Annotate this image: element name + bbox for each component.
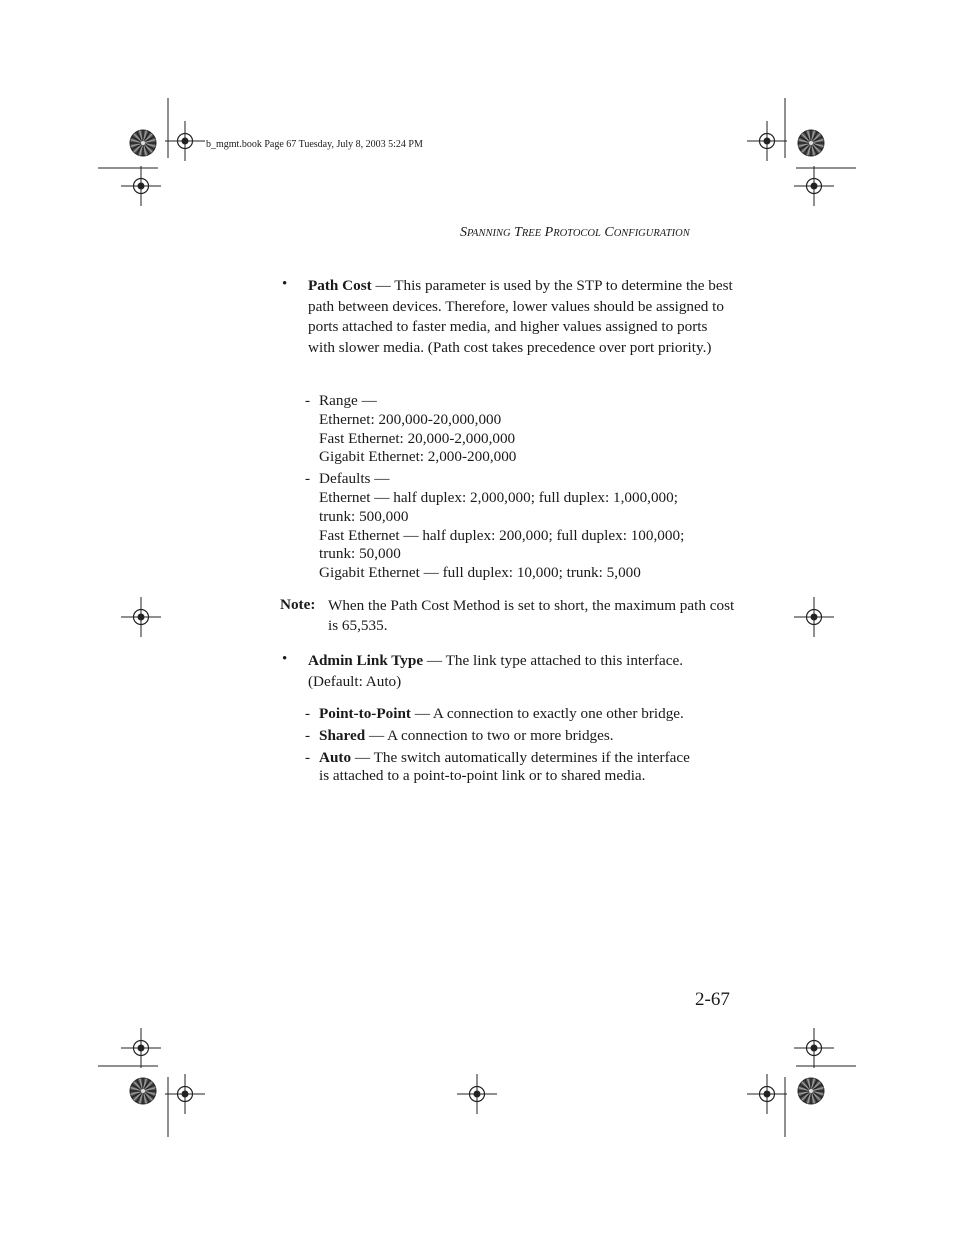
registration-mark [794,1028,834,1068]
note-text: When the Path Cost Method is set to short, the maximum path cost is 65,535. [328,597,735,634]
path-cost-description: — This parameter is used by the STP to determine the best path between devices. Therefore, lower values should be assigned to ports attached to faster media, and higher values assigned to ports with slower media. (Path cost takes precedence over port priority.) [308,277,733,356]
link-type-option: - Shared — A connection to two or more bridges. [305,726,614,744]
page-number: 2-67 [695,989,730,1010]
defaults-line: trunk: 50,000 [319,545,401,563]
registration-mark [121,166,161,206]
running-head [460,225,690,241]
bullet-admin-link-type: • [282,651,288,667]
range-line: Ethernet: 200,000-20,000,000 [319,410,502,428]
link-type-option: - Auto — The switch automatically determines if the interface [305,748,690,766]
path-cost-sublist [305,392,745,583]
starburst-target [798,1078,824,1104]
admin-link-type-description: — The link type attached to this interface. (Default: Auto) [308,652,684,690]
running-head-word: CONFIGURATION [604,225,690,240]
link-type-option: - Point-to-Point — A connection to exactly one other bridge. [305,705,684,722]
running-head-word: PROTOCOL [544,225,601,240]
path-cost-paragraph [308,276,738,358]
registration-mark [165,1074,205,1114]
starburst-target [130,130,156,156]
note-label: Note: [280,596,316,613]
registration-mark [121,1028,161,1068]
admin-link-type-paragraph [308,651,738,692]
book-info-slug: b_mgmt.book Page 67 Tuesday, July 8, 2003 5:24 PM [206,139,423,150]
range-label: Range — [319,392,377,409]
admin-link-type-term: Admin Link Type [308,652,424,669]
defaults-label: Defaults — [319,470,390,488]
defaults-label-row: - Defaults — [305,470,390,488]
registration-mark [121,597,161,637]
defaults-line: trunk: 500,000 [319,507,409,525]
defaults-line: Ethernet — half duplex: 2,000,000; full duplex: 1,000,000; [319,488,678,506]
registration-mark [794,597,834,637]
bullet-path-cost: • [282,276,288,292]
link-type-options [305,705,745,786]
range-line: Gigabit Ethernet: 2,000-200,000 [319,448,517,466]
defaults-line: Gigabit Ethernet — full duplex: 10,000; trunk: 5,000 [319,564,641,582]
running-head-word: SPANNING [460,225,511,240]
range-line: Fast Ethernet: 20,000-2,000,000 [319,429,516,447]
registration-mark [747,1074,787,1114]
registration-mark [794,166,834,206]
registration-mark [457,1074,497,1114]
range-label-row: - Range — [305,392,377,409]
defaults-line: Fast Ethernet — half duplex: 200,000; full duplex: 100,000; [319,526,685,544]
path-cost-term: Path Cost [308,277,372,294]
starburst-target [130,1078,156,1104]
link-type-option-continued: is attached to a point-to-point link or to shared media. [319,767,646,785]
registration-mark [165,121,205,161]
starburst-target [798,130,824,156]
running-head-word: TREE [514,225,542,240]
registration-mark [747,121,787,161]
